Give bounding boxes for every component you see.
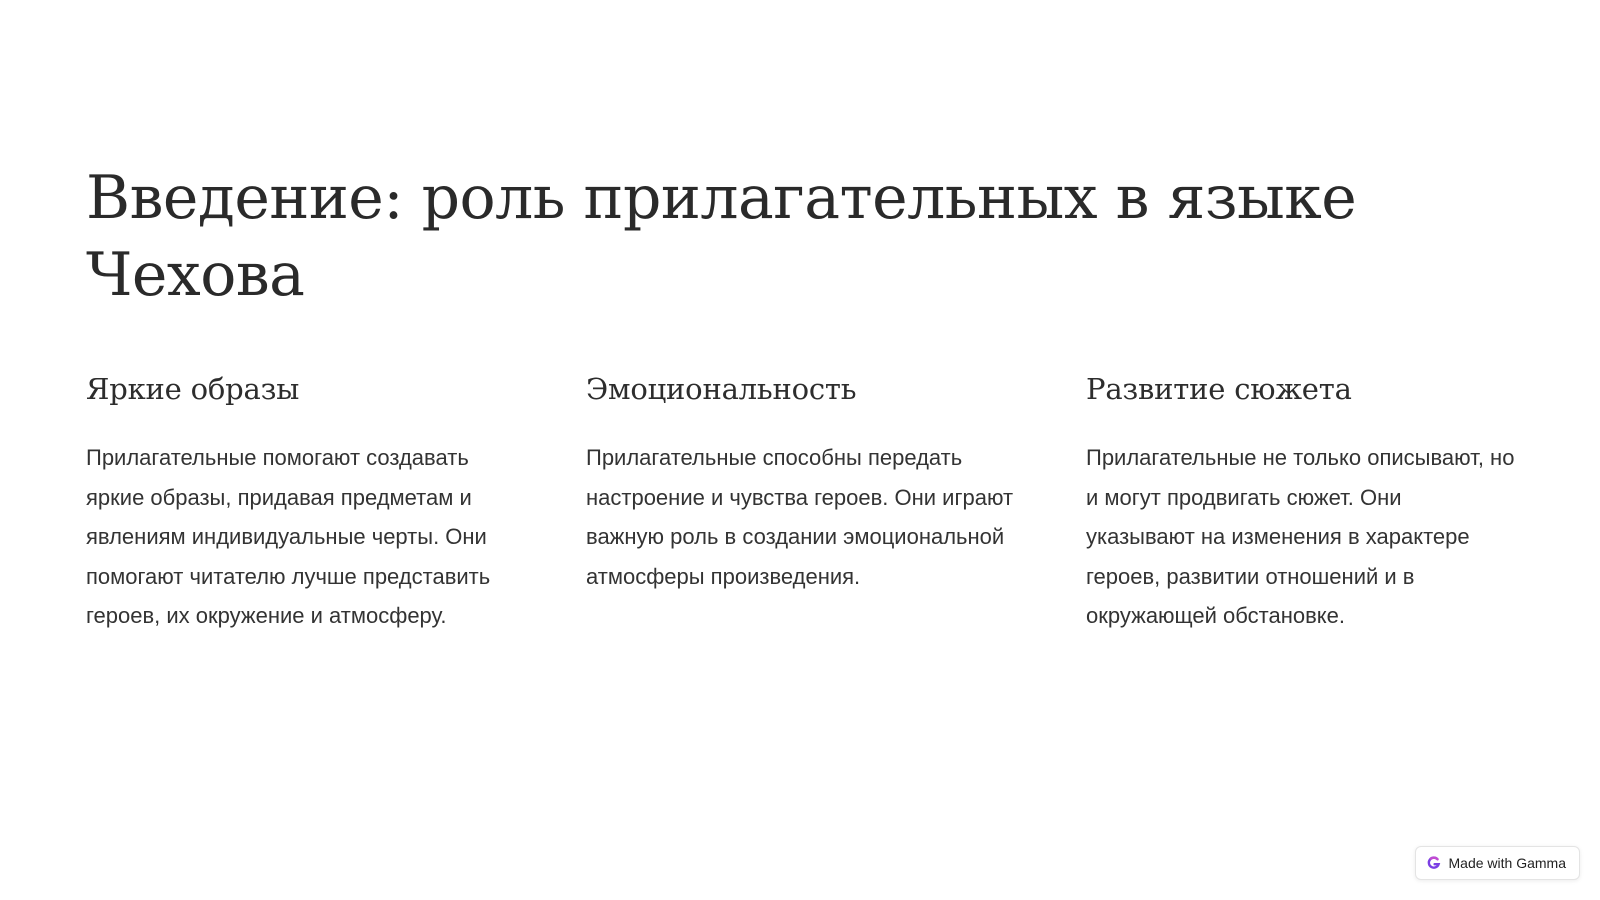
column-heading: Эмоциональность	[586, 372, 857, 406]
columns-row	[86, 368, 1526, 636]
column-emotionality	[586, 368, 1016, 636]
badge-label: Made with Gamma	[1448, 855, 1566, 871]
column-text: Прилагательные способны передать настроение и чувства героев. Они играют важную роль в создании эмоциональной атмосферы произведения.	[586, 445, 1014, 589]
column-plot-development	[1086, 368, 1516, 636]
column-heading: Развитие сюжета	[1086, 372, 1352, 406]
column-text: Прилагательные не только описывают, но и могут продвигать сюжет. Они указывают на изменения в характере героев, развитии отношений и в окружающей обстановке.	[1086, 445, 1515, 629]
gamma-logo-icon	[1427, 856, 1441, 870]
column-vivid-images	[86, 368, 516, 636]
column-text: Прилагательные помогают создавать яркие образы, придавая предметам и явлениям индивидуальные черты. Они помогают читателю лучше представить героев, их окружение и атмосферу.	[86, 445, 491, 629]
column-heading: Яркие образы	[86, 372, 300, 406]
made-with-gamma-badge[interactable]	[1415, 846, 1580, 880]
slide-title: Введение: роль прилагательных в языке Чехова	[86, 163, 1357, 310]
